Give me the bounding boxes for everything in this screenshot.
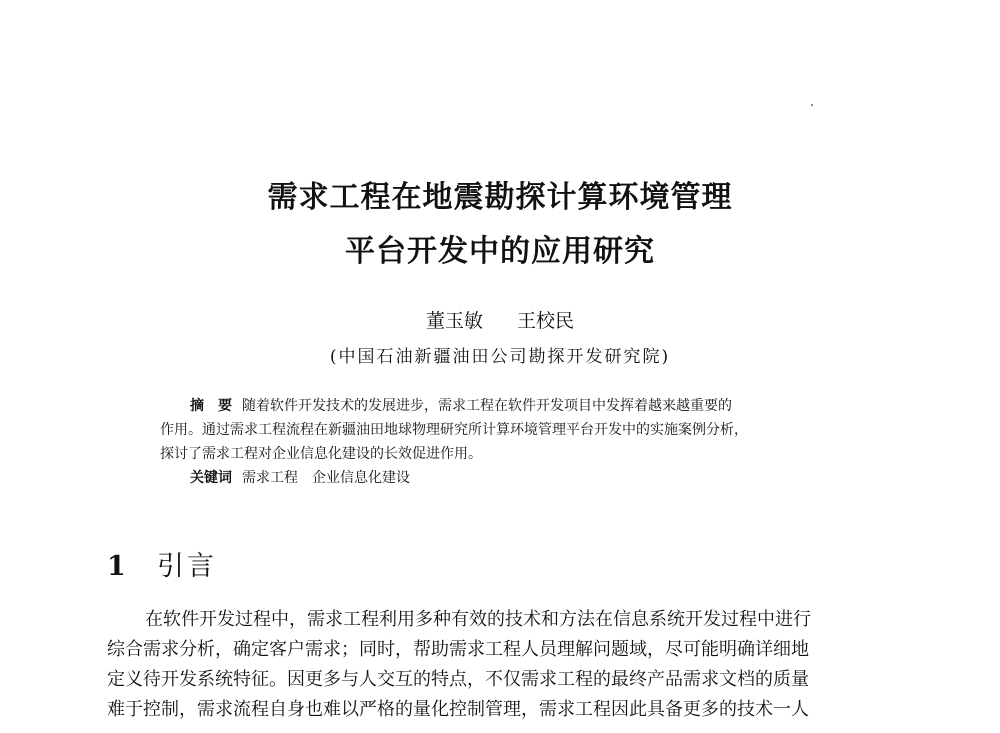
abstract-text: 随着软件开发技术的发展进步，需求工程在软件开发项目中发挥着越来越重要的: [242, 398, 732, 414]
abstract-line: [160, 394, 900, 418]
abstract-line: [160, 442, 900, 466]
author-list: [0, 306, 1000, 333]
body-line: 在软件开发过程中，需求工程利用多种有效的技术和方法在信息系统开发过程中进行: [145, 609, 811, 630]
author-name: 王校民: [517, 310, 575, 332]
author-name: 董玉敏: [425, 310, 483, 332]
keywords-label: 关键词: [190, 470, 232, 486]
keywords-line: [160, 466, 900, 490]
paper-title-line-1: 需求工程在地震勘探计算环境管理: [267, 180, 733, 215]
section-title: 引言: [157, 551, 217, 582]
abstract-label: 摘 要: [190, 398, 232, 414]
abstract-text: 探讨了需求工程对企业信息化建设的长效促进作用。: [160, 446, 482, 462]
section-heading: [107, 544, 217, 583]
body-text: [107, 605, 907, 725]
abstract-line: [160, 418, 900, 442]
keyword: 需求工程: [242, 470, 298, 486]
body-line: 综合需求分析，确定客户需求；同时，帮助需求工程人员理解问题域，尽可能明确详细地: [107, 639, 809, 660]
section-number: 1: [107, 551, 126, 582]
scan-speck: [811, 104, 813, 106]
affiliation: (中国石油新疆油田公司勘探开发研究院): [329, 347, 671, 367]
keyword: 企业信息化建设: [312, 470, 410, 486]
abstract-block: [160, 394, 900, 490]
abstract-text: 作用。通过需求工程流程在新疆油田地球物理研究所计算环境管理平台开发中的实施案例分析，: [160, 422, 748, 438]
body-line: 定义待开发系统特征。因更多与人交互的特点，不仅需求工程的最终产品需求文档的质量: [107, 669, 809, 690]
paper-title-line-2: 平台开发中的应用研究: [345, 234, 655, 269]
body-line: 难于控制，需求流程自身也难以严格的量化控制管理，需求工程因此具备更多的技术一人: [107, 699, 809, 720]
